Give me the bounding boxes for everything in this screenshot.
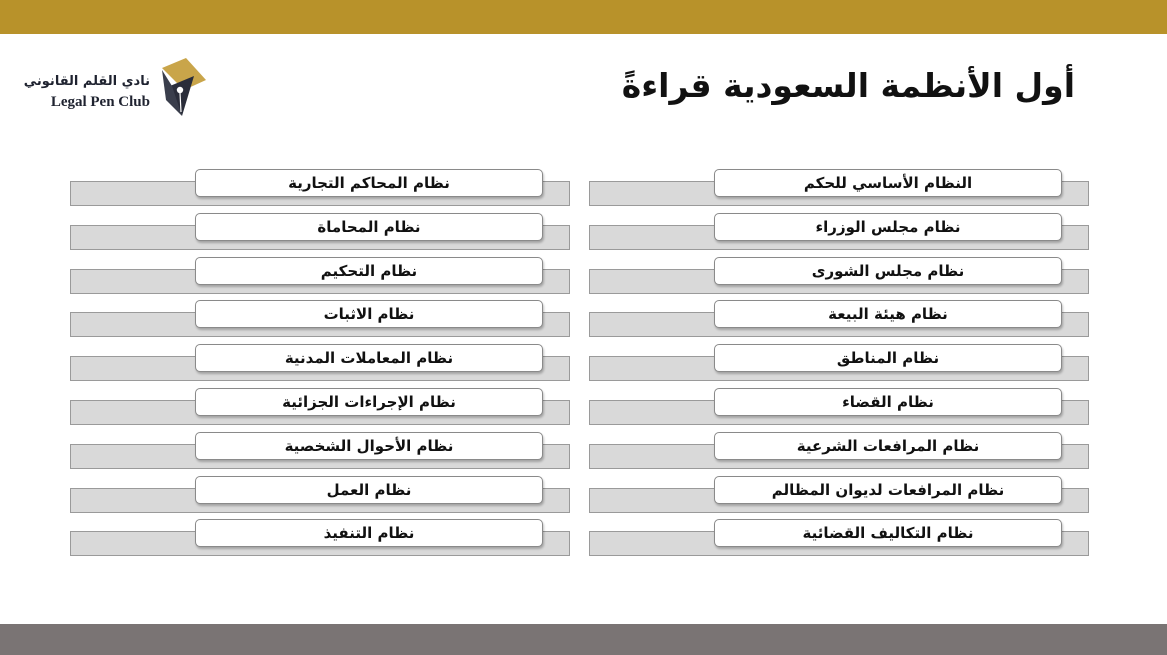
- item-label-box: [195, 476, 543, 504]
- item-label: نظام التنفيذ: [323, 524, 415, 542]
- item-label: نظام التحكيم: [320, 262, 418, 280]
- item-label: نظام القضاء: [842, 393, 934, 411]
- list-item: [70, 388, 570, 426]
- item-label-box: [195, 432, 543, 460]
- item-label: نظام الإجراءات الجزائية: [282, 393, 456, 411]
- item-label-box: [195, 300, 543, 328]
- pen-nib-icon: [156, 56, 212, 134]
- item-label: نظام التكاليف القضائية: [802, 524, 974, 542]
- item-label: نظام المرافعات لديوان المظالم: [771, 481, 1005, 499]
- list-item: [589, 519, 1089, 557]
- item-label: نظام المناطق: [836, 349, 940, 367]
- item-label-box: [714, 300, 1062, 328]
- list-item: [589, 344, 1089, 382]
- list-item: [589, 388, 1089, 426]
- list-item: [70, 476, 570, 514]
- list-item: [70, 519, 570, 557]
- list-item: [70, 169, 570, 207]
- item-label: نظام المعاملات المدنية: [284, 349, 454, 367]
- bottom-accent-bar: [0, 624, 1167, 655]
- item-label-box: [195, 213, 543, 241]
- item-label: النظام الأساسي للحكم: [803, 174, 973, 192]
- list-item: [70, 300, 570, 338]
- item-label-box: [195, 519, 543, 547]
- item-label-box: [714, 257, 1062, 285]
- item-label: نظام الأحوال الشخصية: [284, 437, 454, 455]
- item-label-box: [195, 169, 543, 197]
- item-label-box: [714, 388, 1062, 416]
- item-label: نظام المحاكم التجارية: [288, 174, 450, 192]
- item-label: نظام مجلس الوزراء: [815, 218, 961, 236]
- item-label-box: [714, 344, 1062, 372]
- item-label-box: [195, 344, 543, 372]
- list-item: [70, 257, 570, 295]
- logo-english-text: Legal Pen Club: [50, 94, 150, 110]
- item-label: نظام هيئة البيعة: [828, 305, 948, 323]
- list-item: [589, 476, 1089, 514]
- top-accent-bar: [0, 0, 1167, 34]
- legal-pen-club-logo: [23, 56, 220, 136]
- item-label: نظام مجلس الشورى: [811, 262, 965, 280]
- item-label-box: [714, 432, 1062, 460]
- list-item: [589, 257, 1089, 295]
- logo-arabic-text: نادي القلم القانوني: [23, 74, 150, 89]
- item-label-box: [714, 169, 1062, 197]
- page-title: أول الأنظمة السعودية قراءةً: [621, 66, 1075, 105]
- item-label-box: [714, 476, 1062, 504]
- list-item: [70, 344, 570, 382]
- item-label: نظام الاثبات: [323, 305, 415, 323]
- item-label-box: [195, 257, 543, 285]
- item-label-box: [714, 519, 1062, 547]
- item-label: نظام العمل: [326, 481, 412, 499]
- list-item: [589, 432, 1089, 470]
- list-item: [589, 169, 1089, 207]
- item-label: نظام المرافعات الشرعية: [796, 437, 980, 455]
- item-label-box: [195, 388, 543, 416]
- item-label: نظام المحاماة: [317, 218, 421, 236]
- list-item: [70, 432, 570, 470]
- list-item: [70, 213, 570, 251]
- item-label-box: [714, 213, 1062, 241]
- list-item: [589, 300, 1089, 338]
- list-item: [589, 213, 1089, 251]
